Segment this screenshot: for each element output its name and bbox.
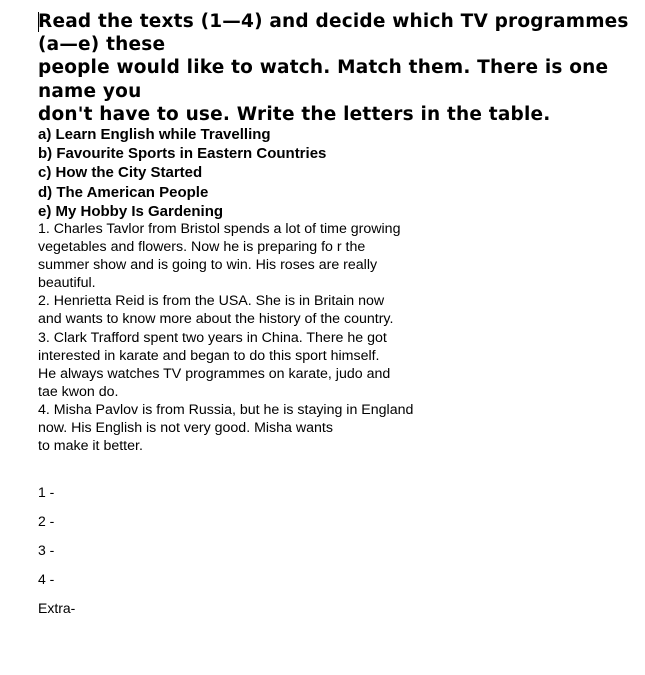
answer-line-2[interactable]: 2 - xyxy=(38,513,55,529)
programme-option-b: b) Favourite Sports in Eastern Countries xyxy=(38,145,327,163)
text-line: now. His English is not very good. Misha wants xyxy=(38,420,333,437)
instruction-line: people would like to watch. Match them. There is one xyxy=(38,57,609,79)
programme-option-d: d) The American People xyxy=(38,183,209,201)
programme-option-a: a) Learn English while Travelling xyxy=(38,126,271,143)
answer-line-4[interactable]: 4 - xyxy=(38,571,55,587)
text-line: summer show and is going to win. His roses are really xyxy=(38,257,378,274)
instruction-heading xyxy=(38,10,629,126)
programme-option-e: e) My Hobby Is Gardening xyxy=(38,202,224,220)
text-line: 4. Misha Pavlov is from Russia, but he is staying in England xyxy=(38,401,414,418)
instruction-line: Read the texts (1—4) and decide which TV programmes xyxy=(38,11,629,32)
text-line: tae kwon do. xyxy=(38,383,119,400)
text-line: He always watches TV programmes on karate, judo and xyxy=(38,365,391,382)
answer-table xyxy=(38,483,75,628)
reading-texts xyxy=(38,220,413,455)
answer-line-3[interactable]: 3 - xyxy=(38,542,55,558)
text-line: 2. Henrietta Reid is from the USA. She is in Britain now xyxy=(38,293,385,310)
programme-option-c: c) How the City Started xyxy=(38,164,203,182)
text-line: and wants to know more about the history of the country. xyxy=(38,311,394,328)
text-line: 3. Clark Trafford spent two years in China. There he got xyxy=(38,329,387,346)
instruction-line: (a—e) these xyxy=(38,34,166,56)
instruction-line: don't have to use. Write the letters in the table. xyxy=(38,103,551,125)
text-line: interested in karate and began to do this sport himself. xyxy=(38,347,380,364)
text-line: to make it better. xyxy=(38,438,143,455)
programme-list xyxy=(38,125,326,221)
text-line: 1. Charles Tavlor from Bristol spends a lot of time growing xyxy=(38,221,401,237)
answer-line-1[interactable]: 1 - xyxy=(38,484,55,500)
instruction-line: name you xyxy=(38,80,142,102)
answer-line-extra[interactable]: Extra- xyxy=(38,600,76,616)
text-line: beautiful. xyxy=(38,275,96,292)
text-line: vegetables and flowers. Now he is preparing fo r the xyxy=(38,239,366,256)
